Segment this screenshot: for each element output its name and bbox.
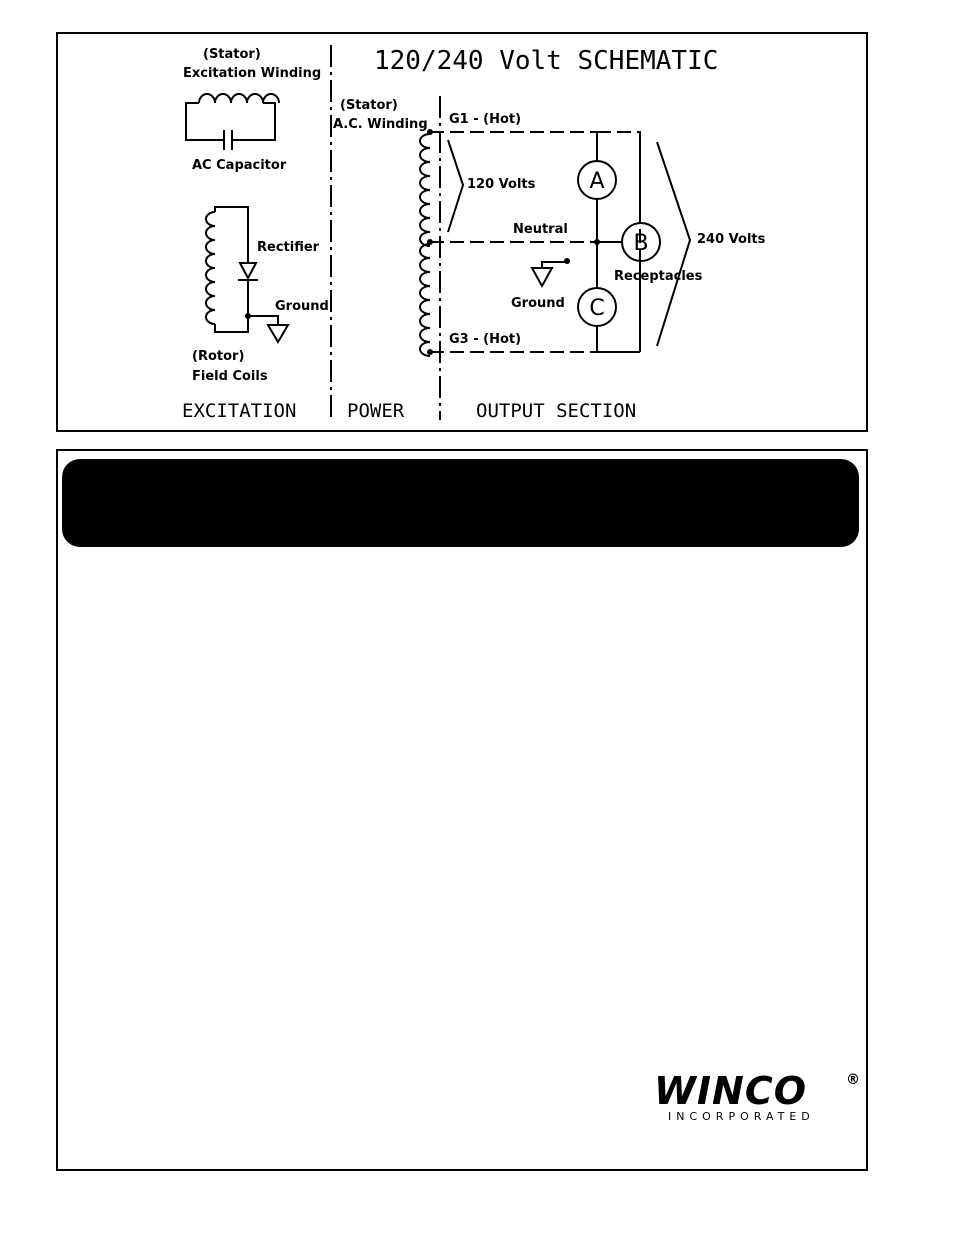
schematic-title: 120/240 Volt SCHEMATIC	[374, 46, 719, 76]
logo-subtitle: INCORPORATED	[668, 1110, 815, 1123]
neutral-label: Neutral	[513, 222, 568, 237]
volts-120-label: 120 Volts	[467, 177, 536, 192]
brace-120-volts	[448, 140, 463, 232]
receptacle-a-label: A	[589, 169, 605, 194]
output-ground-label: Ground	[511, 296, 565, 311]
rotor-field-coil-icon	[206, 212, 215, 324]
lower-panel-frame	[56, 449, 868, 1171]
excitation-ground-label: Ground	[275, 299, 329, 314]
g3-label: G3 - (Hot)	[449, 332, 522, 347]
winco-logo	[652, 1066, 866, 1126]
ground-icon-output	[532, 268, 552, 286]
rectifier-label: Rectifier	[257, 240, 320, 255]
excitation-loop-wire	[186, 103, 275, 140]
excitation-winding-coil-icon	[199, 94, 279, 103]
receptacles-label: Receptacles	[614, 269, 703, 284]
rectifier-diode-icon	[240, 263, 256, 278]
excitation-winding-label: Excitation Winding	[183, 66, 322, 81]
receptacle-b-label: B	[633, 231, 649, 256]
section-excitation: EXCITATION	[182, 400, 297, 422]
brace-240-volts	[657, 142, 690, 346]
ac-winding-label: A.C. Winding	[333, 117, 428, 132]
g3-bus	[597, 326, 640, 352]
section-power: POWER	[347, 400, 405, 422]
header-bar	[62, 459, 859, 547]
section-output: OUTPUT SECTION	[476, 400, 637, 422]
ac-winding-upper-coil-icon	[420, 134, 430, 246]
ac-capacitor-label: AC Capacitor	[192, 158, 287, 173]
logo-wordmark: WINCO	[654, 1069, 808, 1113]
g1-label: G1 - (Hot)	[449, 112, 522, 127]
receptacle-c-label: C	[589, 296, 605, 321]
field-coils-label: Field Coils	[192, 369, 268, 384]
excitation-stator-label: (Stator)	[203, 47, 261, 62]
logo-registered-mark: ®	[846, 1072, 860, 1088]
ground-icon-excitation	[268, 325, 288, 342]
schematic-diagram	[0, 0, 954, 440]
volts-240-label: 240 Volts	[697, 232, 766, 247]
rotor-ground-wire	[248, 316, 278, 325]
power-stator-label: (Stator)	[340, 98, 398, 113]
ac-winding-lower-coil-icon	[420, 244, 430, 356]
rotor-label: (Rotor)	[192, 349, 245, 364]
